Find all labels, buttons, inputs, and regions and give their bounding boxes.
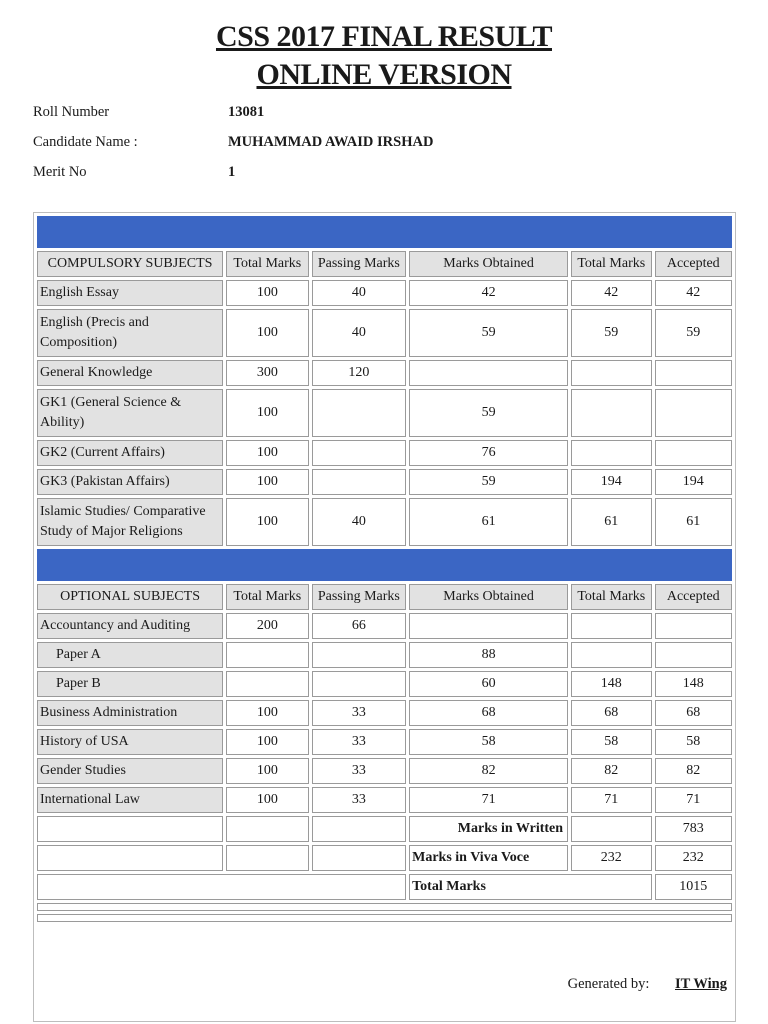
optional-subject-row (37, 613, 732, 639)
passing-marks-cell: 33 (312, 787, 407, 813)
passing-marks-cell: 40 (312, 309, 407, 357)
marks-obtained-cell: 68 (409, 700, 568, 726)
passing-marks-cell: 33 (312, 729, 407, 755)
compulsory-subject-row (37, 469, 732, 495)
total-marks-2-cell: 61 (571, 498, 651, 546)
roll-number-row (33, 104, 433, 134)
empty-cell (37, 874, 406, 900)
marks-obtained-cell: 76 (409, 440, 568, 466)
passing-marks-cell: 33 (312, 700, 407, 726)
total-marks-2-cell (571, 360, 651, 386)
compulsory-subject-row (37, 498, 732, 546)
marks-obtained-cell: 59 (409, 389, 568, 437)
subject-cell: English (Precis and Composition) (37, 309, 223, 357)
optional-subject-row (37, 787, 732, 813)
results-table (34, 213, 735, 925)
compulsory-band (37, 216, 732, 248)
col-marks-obtained: Marks Obtained (409, 251, 568, 277)
total-marks-cell: 100 (226, 469, 308, 495)
results-panel (33, 212, 736, 1022)
roll-number-label: Roll Number (33, 104, 110, 120)
candidate-name-value: MUHAMMAD AWAID IRSHAD (228, 134, 434, 150)
total-marks-cell: 200 (226, 613, 308, 639)
subject-cell: Paper B (37, 671, 223, 697)
subject-cell: Business Administration (37, 700, 223, 726)
compulsory-subject-row (37, 309, 732, 357)
total-marks-cell: 100 (226, 787, 308, 813)
total-marks-cell: 100 (226, 729, 308, 755)
empty-cell (312, 816, 407, 842)
total-marks-cell: 100 (226, 389, 308, 437)
compulsory-subject-row (37, 389, 732, 437)
col-total-marks-2: Total Marks (571, 251, 651, 277)
marks-obtained-cell: 82 (409, 758, 568, 784)
marks-in-viva-value: 232 (655, 845, 732, 871)
marks-in-written-row (37, 816, 732, 842)
spacer-row (37, 914, 732, 922)
accepted-cell (655, 613, 732, 639)
candidate-name-label: Candidate Name : (33, 134, 138, 150)
marks-obtained-cell: 58 (409, 729, 568, 755)
empty-cell (571, 816, 651, 842)
accepted-cell (655, 360, 732, 386)
subject-cell: GK1 (General Science & Ability) (37, 389, 223, 437)
generated-by-label: Generated by: (567, 976, 650, 992)
col-passing-marks: Passing Marks (312, 251, 407, 277)
marks-in-viva-label: Marks in Viva Voce (409, 845, 568, 871)
accepted-cell: 59 (655, 309, 732, 357)
it-wing-link[interactable]: IT Wing (675, 976, 727, 992)
empty-cell (312, 845, 407, 871)
col-total-marks-2: Total Marks (571, 584, 651, 610)
total-marks-2-cell (571, 642, 651, 668)
marks-obtained-cell: 59 (409, 469, 568, 495)
accepted-cell: 71 (655, 787, 732, 813)
marks-in-viva-row (37, 845, 732, 871)
footer (568, 976, 727, 993)
spacer-cell (37, 903, 732, 911)
empty-cell (226, 845, 308, 871)
subject-cell: Islamic Studies/ Comparative Study of Major Religions (37, 498, 223, 546)
passing-marks-cell: 40 (312, 280, 407, 306)
total-marks-label: Total Marks (409, 874, 651, 900)
subject-cell: Paper A (37, 642, 223, 668)
page-title: CSS 2017 FINAL RESULT (215, 20, 552, 53)
merit-number-value: 1 (228, 164, 236, 180)
accepted-cell: 82 (655, 758, 732, 784)
optional-subject-row (37, 758, 732, 784)
subject-cell: GK3 (Pakistan Affairs) (37, 469, 223, 495)
compulsory-subject-row (37, 360, 732, 386)
compulsory-subject-row (37, 280, 732, 306)
total-marks-cell: 100 (226, 700, 308, 726)
marks-obtained-cell (409, 360, 568, 386)
subject-cell: International Law (37, 787, 223, 813)
passing-marks-cell (312, 642, 407, 668)
compulsory-subject-row (37, 440, 732, 466)
candidate-info (33, 104, 433, 194)
subject-cell: General Knowledge (37, 360, 223, 386)
optional-header-row (37, 584, 732, 610)
total-marks-2-cell: 148 (571, 671, 651, 697)
passing-marks-cell (312, 440, 407, 466)
total-marks-row (37, 874, 732, 900)
subject-cell: History of USA (37, 729, 223, 755)
marks-obtained-cell (409, 613, 568, 639)
optional-subject-row (37, 642, 732, 668)
marks-in-written-label: Marks in Written (409, 816, 568, 842)
total-marks-2-cell: 194 (571, 469, 651, 495)
compulsory-subjects-header: COMPULSORY SUBJECTS (37, 251, 223, 277)
accepted-cell (655, 642, 732, 668)
total-marks-2-cell: 71 (571, 787, 651, 813)
passing-marks-cell (312, 469, 407, 495)
total-marks-2-cell: 68 (571, 700, 651, 726)
col-passing-marks: Passing Marks (312, 584, 407, 610)
optional-subject-row (37, 729, 732, 755)
total-marks-cell (226, 671, 308, 697)
total-marks-cell: 100 (226, 309, 308, 357)
total-marks-2-cell: 58 (571, 729, 651, 755)
marks-obtained-cell: 88 (409, 642, 568, 668)
accepted-cell: 68 (655, 700, 732, 726)
compulsory-header-row (37, 251, 732, 277)
spacer-row (37, 903, 732, 911)
col-accepted: Accepted (655, 584, 732, 610)
accepted-cell: 58 (655, 729, 732, 755)
band-cell (37, 216, 732, 248)
candidate-name-row (33, 134, 433, 164)
accepted-cell (655, 389, 732, 437)
subject-cell: Gender Studies (37, 758, 223, 784)
passing-marks-cell (312, 389, 407, 437)
spacer-cell (37, 914, 732, 922)
subject-cell: GK2 (Current Affairs) (37, 440, 223, 466)
merit-number-row (33, 164, 433, 194)
optional-band (37, 549, 732, 581)
accepted-cell: 194 (655, 469, 732, 495)
accepted-cell: 148 (655, 671, 732, 697)
empty-cell (226, 816, 308, 842)
total-marks-cell: 300 (226, 360, 308, 386)
total-marks-cell: 100 (226, 758, 308, 784)
total-marks-2-cell: 42 (571, 280, 651, 306)
col-total-marks: Total Marks (226, 251, 308, 277)
page-subtitle: ONLINE VERSION (256, 58, 512, 91)
col-accepted: Accepted (655, 251, 732, 277)
subject-cell: Accountancy and Auditing (37, 613, 223, 639)
subject-cell: English Essay (37, 280, 223, 306)
optional-subject-row (37, 671, 732, 697)
accepted-cell: 61 (655, 498, 732, 546)
total-marks-2-cell: 59 (571, 309, 651, 357)
total-marks-2-cell: 82 (571, 758, 651, 784)
marks-obtained-cell: 42 (409, 280, 568, 306)
total-marks-cell (226, 642, 308, 668)
passing-marks-cell (312, 671, 407, 697)
passing-marks-cell: 120 (312, 360, 407, 386)
passing-marks-cell: 33 (312, 758, 407, 784)
empty-cell (37, 816, 223, 842)
col-total-marks: Total Marks (226, 584, 308, 610)
roll-number-value: 13081 (228, 104, 265, 120)
optional-subject-row (37, 700, 732, 726)
total-marks-cell: 100 (226, 498, 308, 546)
passing-marks-cell: 66 (312, 613, 407, 639)
band-cell (37, 549, 732, 581)
total-marks-2-cell (571, 440, 651, 466)
total-marks-2-cell (571, 389, 651, 437)
empty-cell (37, 845, 223, 871)
marks-in-written-value: 783 (655, 816, 732, 842)
optional-subjects-header: OPTIONAL SUBJECTS (37, 584, 223, 610)
marks-in-viva-total: 232 (571, 845, 651, 871)
col-marks-obtained: Marks Obtained (409, 584, 568, 610)
passing-marks-cell: 40 (312, 498, 407, 546)
marks-obtained-cell: 71 (409, 787, 568, 813)
marks-obtained-cell: 60 (409, 671, 568, 697)
total-marks-2-cell (571, 613, 651, 639)
marks-obtained-cell: 61 (409, 498, 568, 546)
total-marks-cell: 100 (226, 280, 308, 306)
merit-number-label: Merit No (33, 164, 87, 180)
accepted-cell (655, 440, 732, 466)
accepted-cell: 42 (655, 280, 732, 306)
marks-obtained-cell: 59 (409, 309, 568, 357)
total-marks-cell: 100 (226, 440, 308, 466)
total-marks-value: 1015 (655, 874, 732, 900)
